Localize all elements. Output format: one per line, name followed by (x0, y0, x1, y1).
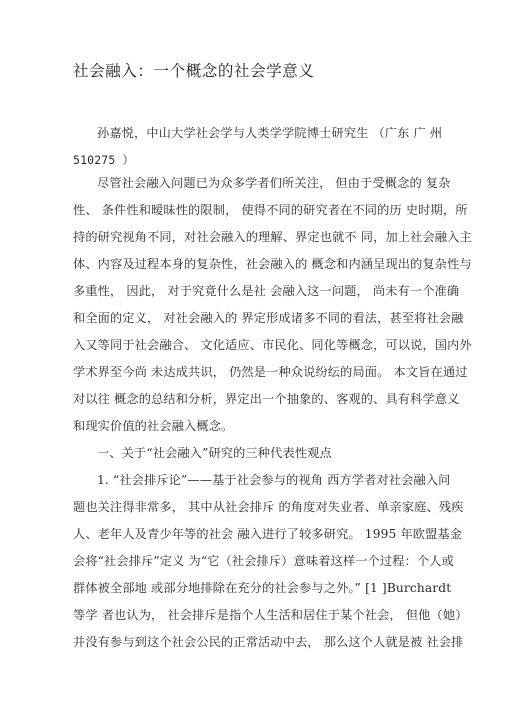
author-line: 孙嘉悦，中山大学社会学与人类学学院博士研究生 （广东 广 州 (97, 126, 443, 140)
document-title: 社会融入：一个概念的社会学意义 (73, 62, 315, 80)
paragraph-2-line: 1. “社会排斥论”——基于社会参与的视角 西方学者对社会融入问 (97, 473, 451, 487)
paragraph-1-line: 和现实价值的社会融入概念。 (73, 419, 234, 433)
paragraph-1-line: 多重性， 因此， 对于究竟什么是社 会融入这一问题， 尚未有一个准确 (73, 284, 460, 298)
paragraph-1-line: 学术界至今尚 未达成共识， 仍然是一种众说纷纭的局面。 本文旨在通过 (73, 365, 468, 379)
paragraph-2-line: 题也关注得非常多， 其中从社会排斥 的角度对失业者、单亲家庭、残疾 (73, 500, 464, 514)
section-heading: 一、关于“社会融入”研究的三种代表性观点 (97, 446, 332, 460)
paragraph-2-line: 等学 者也认为， 社会排斥是指个人生活和居住于某个社会， 但他（她） (73, 608, 468, 622)
paragraph-1-line: 体、内容及过程本身的复杂性，社会融入的 概念和内涵呈现出的复杂性与 (73, 257, 472, 271)
paragraph-2-line: 会将“社会排斥”定义 为“它（社会排斥）意味着这样一个过程：个人或 (73, 554, 454, 568)
author-line-postcode: 510275 ） (73, 153, 135, 167)
paragraph-2-line: 并没有参与到这个社会公民的正常活动中去， 那么这个人就是被 社会排 (73, 635, 464, 649)
paragraph-1-line: 持的研究视角不同，对社会融入的理解、界定也就不 同，加上社会融入主 (73, 230, 472, 244)
paragraph-1-line: 性、 条件性和暧昧性的限制， 使得不同的研究者在不同的历 史时期，所 (73, 203, 468, 217)
paragraph-1-line: 对以往 概念的总结和分析，界定出一个抽象的、客观的、具有科学意义 (73, 392, 460, 406)
paragraph-2-line: 群体被全部地 或部分地排除在充分的社会参与之外。” [1 ]Burchardt (73, 581, 452, 595)
paragraph-1-line: 入又等同于社会融合、 文化适应、市民化、同化等概念，可以说，国内外 (73, 338, 472, 352)
paragraph-1-line: 和全面的定义， 对社会融入的 界定形成诸多不同的看法，甚至将社会融 (73, 311, 464, 325)
paragraph-2-line: 人、老年人及青少年等的社会 融入进行了较多研究。 1995 年欧盟基金 (73, 527, 463, 541)
paragraph-1-line: 尽管社会融入问题已为众多学者们所关注， 但由于受概念的 复杂 (97, 176, 451, 190)
